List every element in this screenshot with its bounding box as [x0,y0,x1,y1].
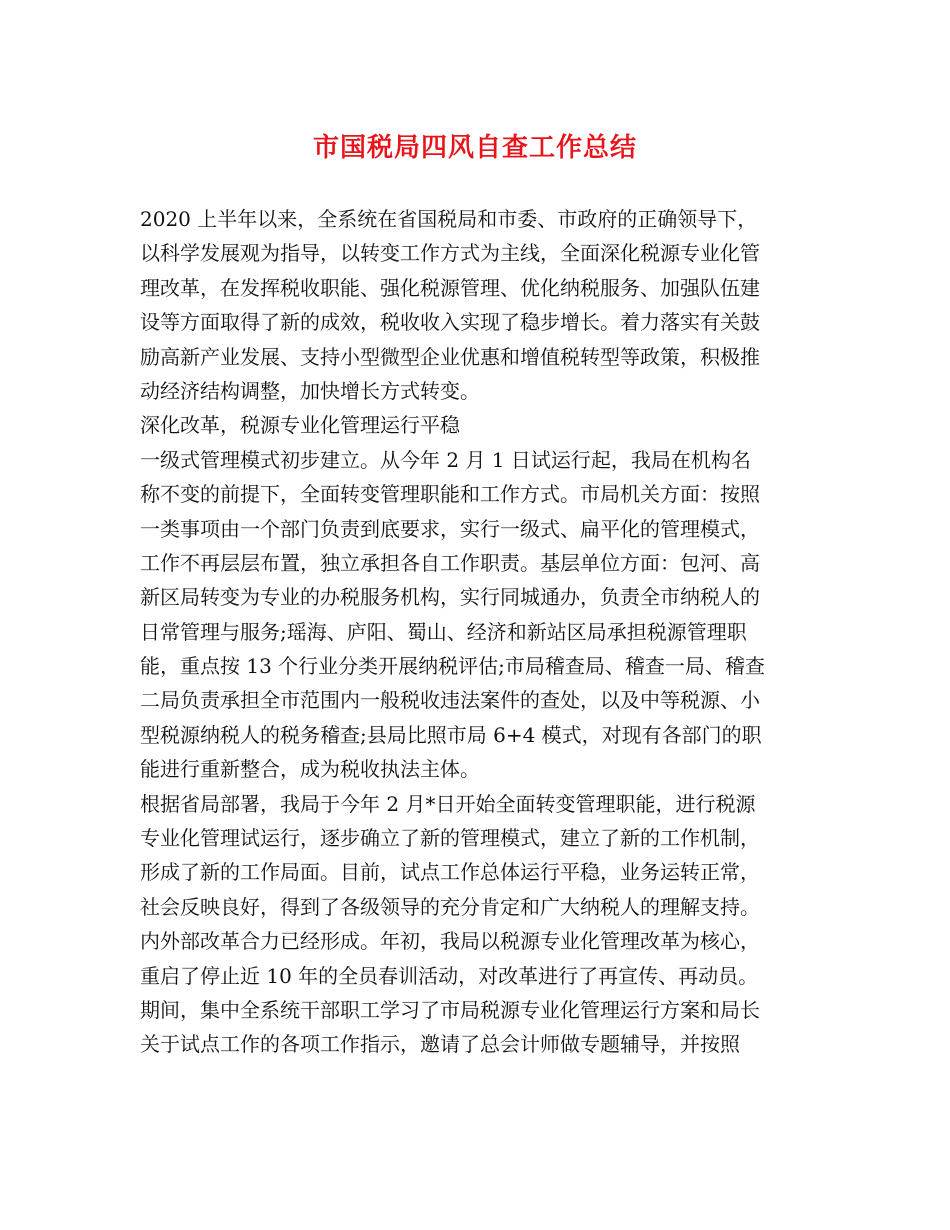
text-line: 社会反映良好，得到了各级领导的充分肯定和广大纳税人的理解支持。 [140,894,760,919]
text-line: 称不变的前提下，全面转变管理职能和工作方式。市局机关方面：按照 [140,482,760,507]
text-line: 以科学发展观为指导，以转变工作方式为主线，全面深化税源专业化管 [140,241,760,266]
text-line: 形成了新的工作局面。目前，试点工作总体运行平稳，业务运转正常， [140,860,760,885]
text-line: 关于试点工作的各项工作指示，邀请了总会计师做专题辅导，并按照 [140,1032,740,1057]
text-line: 根据省局部署，我局于今年 2 月*日开始全面转变管理职能，进行税源 [140,791,756,816]
text-line: 一类事项由一个部门负责到底要求，实行一级式、扁平化的管理模式， [140,516,760,541]
text-line: 动经济结构调整，加快增长方式转变。 [140,378,480,403]
text-line: 内外部改革合力已经形成。年初，我局以税源专业化管理改革为核心， [140,929,760,954]
text-line: 日常管理与服务;瑶海、庐阳、蜀山、经济和新站区局承担税源管理职 [140,619,747,644]
text-line: 能进行重新整合，成为税收执法主体。 [140,757,480,782]
text-line: 励高新产业发展、支持小型微型企业优惠和增值税转型等政策，积极推 [140,344,760,369]
document-title: 市国税局四风自查工作总结 [312,133,637,163]
text-line: 新区局转变为专业的办税服务机构，实行同城通办，负责全市纳税人的 [140,585,760,610]
text-line: 理改革，在发挥税收职能、强化税源管理、优化纳税服务、加强队伍建 [140,275,760,300]
text-line: 一级式管理模式初步建立。从今年 2 月 1 日试运行起，我局在机构名 [140,447,751,472]
text-line: 专业化管理试运行，逐步确立了新的管理模式，建立了新的工作机制， [140,826,760,851]
text-line: 期间，集中全系统干部职工学习了市局税源专业化管理运行方案和局长 [140,997,760,1022]
text-line: 二局负责承担全市范围内一般税收违法案件的查处，以及中等税源、小 [140,688,760,713]
text-line: 型税源纳税人的税务稽查;县局比照市局 6+4 模式，对现有各部门的职 [140,722,762,747]
text-line: 工作不再层层布置，独立承担各自工作职责。基层单位方面：包河、高 [140,550,760,575]
text-line: 2020 上半年以来，全系统在省国税局和市委、市政府的正确领导下， [140,207,758,231]
text-line: 能，重点按 13 个行业分类开展纳税评估;市局稽查局、稽查一局、稽查 [140,654,765,679]
text-line: 重启了停止近 10 年的全员春训活动，对改革进行了再宣传、再动员。 [140,963,759,988]
text-line: 设等方面取得了新的成效，税收收入实现了稳步增长。着力落实有关鼓 [140,310,760,335]
document-body [140,202,830,1062]
section-heading: 深化改革，税源专业化管理运行平稳 [140,413,460,438]
